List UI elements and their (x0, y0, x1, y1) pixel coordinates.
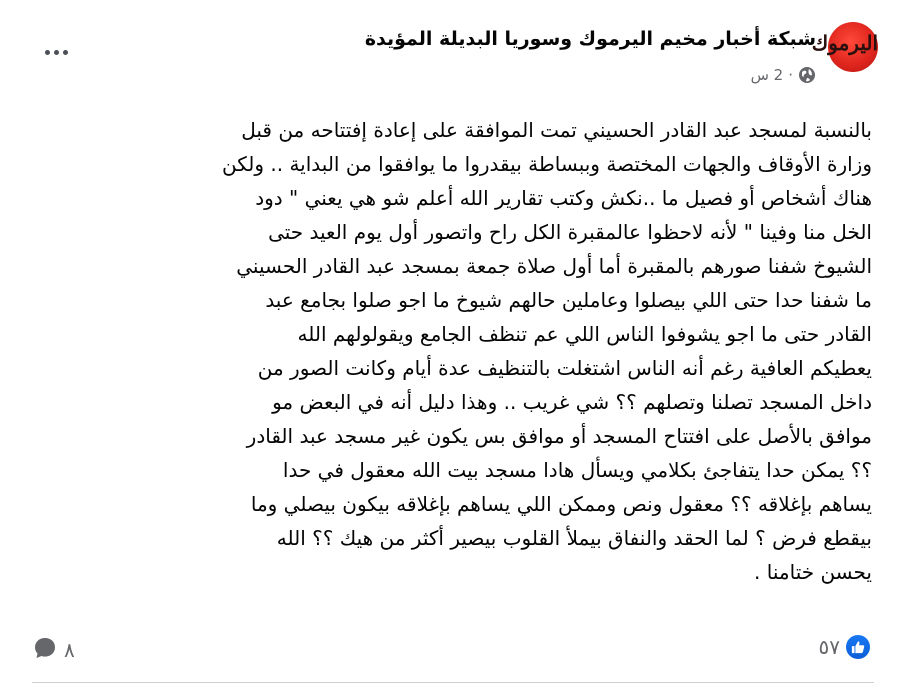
post-line: داخل المسجد تصلنا وتصلهم ؟؟ شي غريب .. وهذا دليل أنه في البعض مو (272, 390, 872, 414)
post-line: يحسن ختامنا . (754, 560, 872, 584)
post-line: القادر حتى ما اجو يشوفوا الناس اللي عم تنظف الجامع ويقولولهم الله (297, 322, 872, 346)
post-text (40, 113, 872, 589)
dot (45, 50, 50, 55)
post-meta (751, 66, 816, 84)
meta-separator: · (788, 66, 793, 84)
post-line: ؟؟ يمكن حدا يتفاجئ بكلامي ويسأل هادا مسجد بيت الله معقول في حدا (282, 458, 872, 482)
comment-icon (32, 635, 58, 665)
comments-summary[interactable] (32, 635, 75, 665)
reactions-summary[interactable] (819, 635, 870, 659)
post-line: بالنسبة لمسجد عبد القادر الحسيني تمت الموافقة على إعادة إفتتاحه من قبل (241, 118, 872, 142)
page-name-link[interactable]: شبكة أخبار مخيم اليرموك وسوريا البديلة المؤيدة (364, 28, 816, 50)
post-line: بيقطع فرض ؟ لما الحقد والنفاق بيملأ القلوب بيصير أكثر من هيك ؟؟ الله (276, 526, 872, 550)
footer-divider (32, 682, 874, 683)
post-line: الشيوخ شفنا صورهم بالمقبرة أما أول صلاة جمعة بمسجد عبد القادر الحسيني (236, 254, 872, 278)
reaction-count[interactable]: ٥٧ (818, 635, 840, 659)
page-avatar[interactable] (811, 22, 878, 72)
comment-count[interactable]: ٨ (64, 638, 75, 662)
dot (63, 50, 68, 55)
post-line: يعطيكم العافية رغم أنه الناس اشتغلت بالتنظيف عدة أيام وكانت الصور من (257, 356, 872, 380)
more-options-icon[interactable] (38, 34, 74, 70)
post-time-link[interactable]: 2 س (750, 66, 784, 84)
post-line: موافق بالأصل على افتتاح المسجد أو موافق بس يكون غير مسجد عبد القادر (246, 424, 872, 448)
avatar-logo-text: اليرموك (811, 31, 878, 55)
post-line: هناك أشخاص أو فصيل ما ..نكش وكتب تقارير الله أعلم شو هي يعني " دود (255, 186, 872, 210)
dot (54, 50, 59, 55)
like-icon (846, 635, 870, 659)
post-line: وزارة الأوقاف والجهات المختصة وببساطة بيقدروا ما يوافقوا من البداية .. ولكن (222, 152, 872, 176)
post-line: يساهم بإغلاقه ؟؟ معقول ونص وممكن اللي يساهم بإغلاقه بيكون بيصلي وما (250, 492, 872, 516)
post-line: الخل منا وفينا " لأنه لاحظوا عالمقبرة الكل راح واتصور أول يوم العيد حتى (268, 220, 872, 244)
post-line: ما شفنا حدا حتى اللي بيصلوا وعاملين حالهم شيوخ ما اجو صلوا بجامع عبد (265, 288, 872, 312)
globe-icon[interactable] (798, 66, 816, 84)
